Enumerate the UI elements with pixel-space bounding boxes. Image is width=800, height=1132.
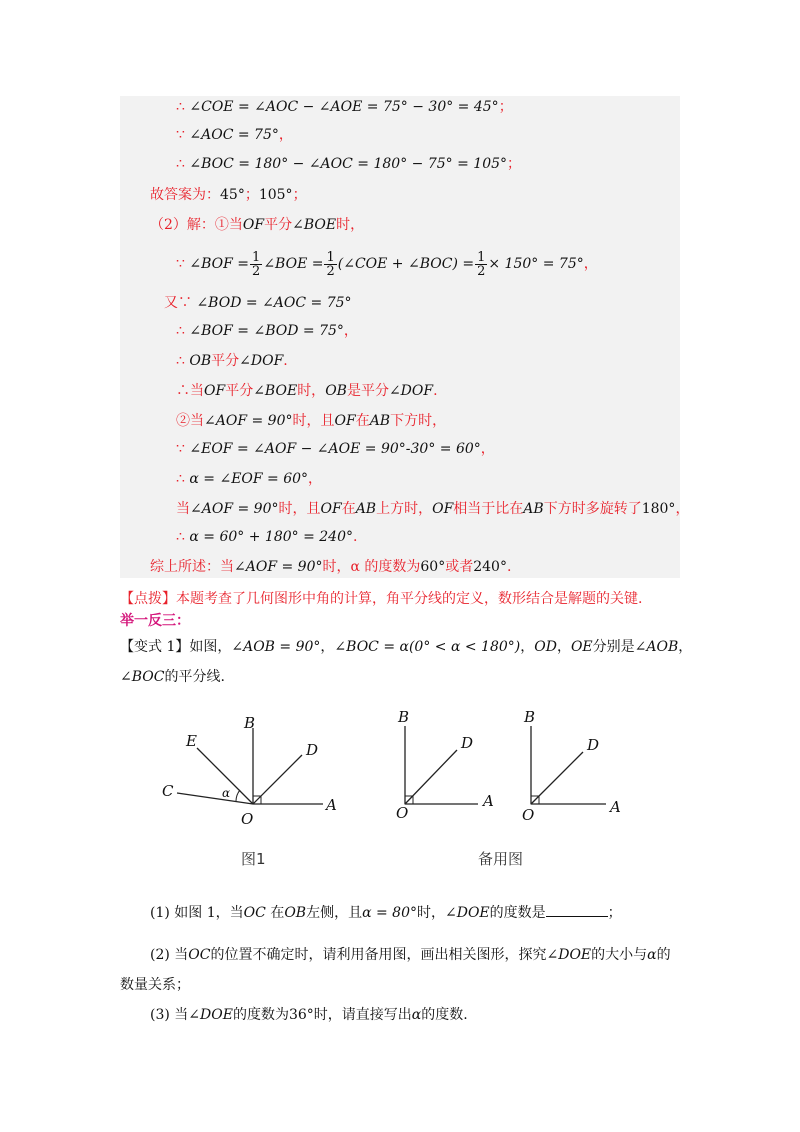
solution-line-15: ∴ α = 60° + 180° = 240°. [176, 529, 358, 545]
solution-line-11: ②当∠AOF = 90°时，且OF在AB下方时， [176, 413, 447, 429]
question-2: (2) 当OC的位置不确定时，请利用备用图，画出相关图形，探究∠DOE的大小与α的 [150, 947, 671, 963]
figures-svg [0, 700, 800, 900]
solution-line-13: ∴ α = ∠EOF = 60°， [176, 471, 323, 487]
label-A-spare2: A [610, 798, 621, 816]
solution-line-3: ∴ ∠BOC = 180° − ∠AOC = 180° − 75° = 105°； [176, 156, 522, 172]
solution-line-8: ∴ ∠BOF = ∠BOD = 75°， [176, 323, 358, 339]
solution-line-2: ∵ ∠AOC = 75°， [176, 127, 293, 143]
part2-heading: （2）解：①当OF平分∠BOE时， [150, 217, 365, 233]
figure-1 [162, 714, 337, 828]
solution-line-1: ∴ ∠COE = ∠AOC − ∠AOE = 75° − 30° = 45°； [176, 99, 513, 115]
tip-line: 【点拨】本题考查了几何图形中角的计算，角平分线的定义，数形结合是解题的关键. [120, 591, 643, 607]
answer-line: 故答案为：45°；105°； [150, 187, 307, 203]
label-alpha-fig1: α [222, 786, 231, 800]
figure-1-caption: 图1 [241, 850, 266, 868]
label-D-spare2: D [587, 736, 600, 754]
solution-line-6: ∵ ∠BOF = $\frac{1}{2}$ ∠BOE = $\frac{1}{2}$ (∠COE + ∠BOC) = $\frac{1}{2}$ × 150° = 75°， [176, 249, 598, 279]
label-C-fig1: C [162, 782, 174, 800]
label-O-spare1: O [396, 804, 409, 822]
question-2-cont: 数量关系； [120, 977, 190, 993]
label-D-fig1: D [306, 741, 319, 759]
section-title: 举一反三： [120, 613, 190, 629]
solution-line-14: 当∠AOF = 90°时，且OF在AB上方时，OF相当于比在AB下方时多旋转了180°， [176, 501, 690, 517]
problem-line-1: 【变式 1】如图，∠AOB = 90°，∠BOC = α(0° < α < 180°)，OD，OE分别是∠AOB， [120, 639, 693, 655]
question-3: (3) 当∠DOE的度数为36°时，请直接写出α的度数. [150, 1007, 468, 1023]
label-D-spare1: D [461, 734, 474, 752]
label-E-fig1: E [186, 732, 197, 750]
label-B-spare2: B [524, 708, 536, 726]
label-O-spare2: O [522, 806, 535, 824]
solution-line-9: ∴ OB平分∠DOF. [176, 353, 288, 369]
label-B-spare1: B [398, 708, 410, 726]
label-A-spare1: A [483, 792, 494, 810]
label-A-fig1: A [326, 796, 337, 814]
spare-figure-1 [396, 708, 494, 822]
solution-line-7: 又∵ ∠BOD = ∠AOC = 75° [164, 295, 352, 311]
solution-conclusion: 综上所述：当∠AOF = 90°时，α 的度数为60°或者240°. [150, 559, 512, 575]
spare-figure-caption: 备用图 [478, 850, 524, 868]
problem-line-2: ∠BOC的平分线. [120, 669, 225, 685]
solution-line-12: ∵ ∠EOF = ∠AOF − ∠AOE = 90°-30° = 60°， [176, 441, 495, 457]
question-1: (1) 如图 1，当OC 在OB左侧，且α = 80°时，∠DOE的度数是 ； [150, 905, 622, 921]
spare-figure-2 [522, 708, 621, 824]
label-O-fig1: O [241, 810, 254, 828]
label-B-fig1: B [244, 714, 256, 732]
answer-blank[interactable] [546, 904, 608, 917]
solution-line-10: ∴当OF平分∠BOE时，OB是平分∠DOF. [176, 383, 438, 399]
